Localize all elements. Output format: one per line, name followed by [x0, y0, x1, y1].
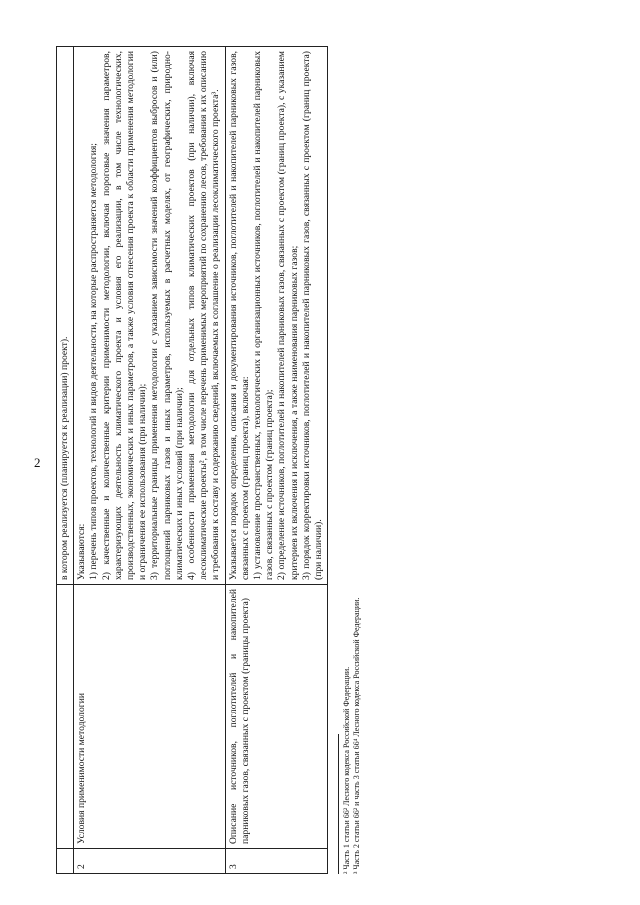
- criterion-cell: Условия применимости методологии: [74, 585, 225, 849]
- table-row: [57, 47, 74, 874]
- criterion-cell: Описание источников, поглотителей и накопителей парниковых газов, связанных с проектом (границы проекта): [225, 585, 328, 849]
- footnote: ² Часть 1 статьи 66² Лесного кодекса Российской Федерации.: [342, 666, 352, 874]
- requirement-line: 3) территориальные границы применения методологии с указанием зависимости значений коэффициентов выбросов и (или) поглощений парниковых газов и иных параметров, используемых в расчетных моделях, от географических, природно-климатических и иных условий (при наличии);: [149, 51, 185, 580]
- requirement-cell: [74, 47, 225, 585]
- footnote: ³ Часть 2 статьи 66² и часть 3 статьи 66⁴ Лесного кодекса Российской Федерации.: [352, 597, 362, 874]
- continuation-cell: в котором реализуется (планируется к реализации) проект).: [57, 47, 74, 585]
- row-number-cell: 2: [74, 849, 225, 874]
- criterion-cell: [57, 585, 74, 849]
- table-row: [74, 47, 225, 874]
- row-number-cell: [57, 849, 74, 874]
- requirement-line: Указывается порядок определения, описания и документирования источников, поглотителей и накопителей парниковых газов, связанных с проектом (границ проекта), включая:: [227, 51, 251, 580]
- requirement-line: 1) установление пространственных, технологических и организационных источников, поглотителей и накопителей парниковых газов, связанных с проектом (границ проекта);: [252, 51, 276, 580]
- requirement-line: 2) определение источников, поглотителей и накопителей парниковых газов, связанных с проектом (границ проекта), с указанием критериев их включения и исключения, а также наименования парниковых газов;: [276, 51, 300, 580]
- requirement-cell: [225, 47, 328, 585]
- page-number: 2: [34, 455, 41, 470]
- footnote-separator: [338, 734, 339, 874]
- table-row: [225, 47, 328, 874]
- requirement-line: 3) порядок корректировки источников, поглотителей и накопителей парниковых газов, связанных с проектом (границ проекта) (при наличии).: [300, 51, 325, 580]
- requirement-line: 4) особенности применения методологии для отдельных типов климатических проектов (при наличии), включая лесоклиматические проекты², в том числе перечень применимых мероприятий по сохранению лесов, требования к их описанию и требования к составу и содержанию сведений, включаемых в соглашение о реализации лесоклиматического проекта³.: [186, 51, 222, 580]
- rotated-page-content: [56, 32, 579, 884]
- requirement-line: 1) перечень типов проектов, технологий и видов деятельности, на которые распространяется методология;: [88, 143, 100, 580]
- row-number-cell: 3: [225, 849, 328, 874]
- requirement-line: 2) качественные и количественные критерии применимости методологии, включая пороговые значения параметров, характеризующих деятельность климатического проекта и условия его реализации, в том числе технологических, производственных, экономических и иных параметров, а также условия отнесения проекта к области применения методологии и ограничения ее использования (при наличии);: [100, 51, 149, 580]
- methodology-table: [56, 46, 328, 874]
- requirement-line: Указываются:: [76, 523, 88, 580]
